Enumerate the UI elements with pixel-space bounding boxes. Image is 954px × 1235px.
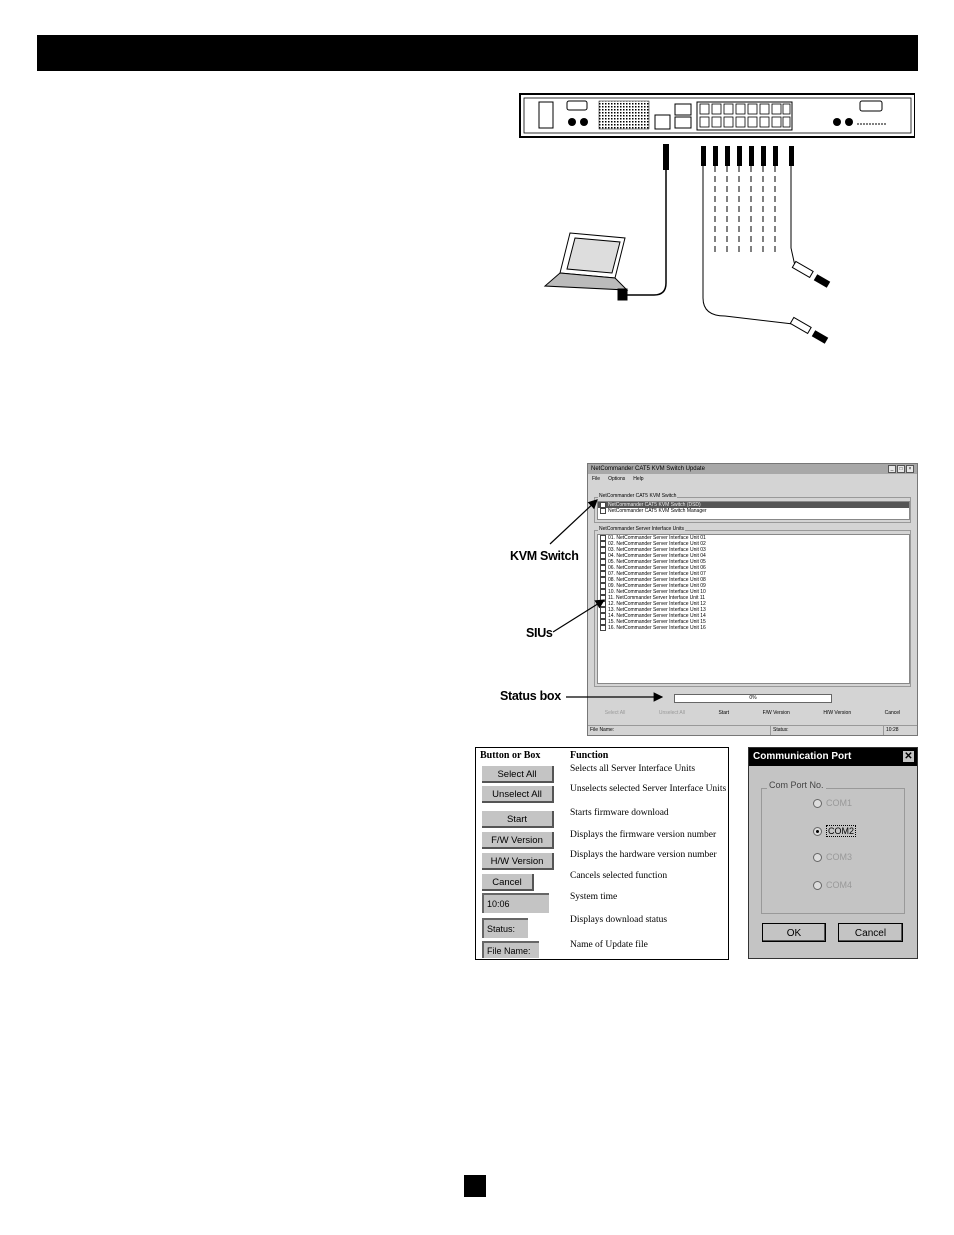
com-port-dialog xyxy=(748,747,918,959)
function-table xyxy=(475,747,729,960)
function-text: Displays the firmware version number xyxy=(570,830,717,840)
page-number-box xyxy=(464,1175,486,1197)
hw-version-sample-button: H/W Version xyxy=(482,853,554,870)
siu-list-item[interactable]: 15. NetCommander Server Interface Unit 15 xyxy=(598,619,909,625)
radio-icon xyxy=(813,799,822,808)
table-header-button: Button or Box xyxy=(480,750,541,761)
dialog-cancel-button[interactable]: Cancel xyxy=(838,923,903,942)
unselect-all-button[interactable]: Unselect All xyxy=(658,710,685,716)
siu-list-item[interactable]: 06. NetCommander Server Interface Unit 06 xyxy=(598,565,909,571)
time-field: 10:28 xyxy=(886,727,899,733)
siu-list-item[interactable]: 09. NetCommander Server Interface Unit 09 xyxy=(598,583,909,589)
radio-com2[interactable]: COM2 xyxy=(813,825,856,837)
maximize-icon[interactable]: □ xyxy=(897,465,905,473)
callout-status-box: Status box xyxy=(500,689,561,703)
function-text: Cancels selected function xyxy=(570,871,668,881)
minimize-icon[interactable]: _ xyxy=(888,465,896,473)
siu-list-item[interactable]: 12. NetCommander Server Interface Unit 12 xyxy=(598,601,909,607)
function-text: Selects all Server Interface Units xyxy=(570,764,696,774)
status-field: Status: xyxy=(771,726,884,735)
dialog-title: Communication Port xyxy=(753,751,852,762)
siu-list-item[interactable]: 03. NetCommander Server Interface Unit 03 xyxy=(598,547,909,553)
radio-com4[interactable]: COM4 xyxy=(813,880,852,890)
siu-list-item[interactable]: 05. NetCommander Server Interface Unit 05 xyxy=(598,559,909,565)
function-text: Displays download status xyxy=(570,915,668,925)
menu-file[interactable]: File xyxy=(592,475,601,482)
close-icon[interactable]: ✕ xyxy=(904,751,913,762)
function-text: Starts firmware download xyxy=(570,808,669,818)
close-icon[interactable]: × xyxy=(906,465,914,473)
radio-icon xyxy=(813,881,822,890)
siu-list-item[interactable]: 14. NetCommander Server Interface Unit 14 xyxy=(598,613,909,619)
hw-version-button[interactable]: H/W Version xyxy=(823,710,852,716)
select-all-sample-button: Select All xyxy=(482,766,554,783)
fw-version-sample-button: F/W Version xyxy=(482,832,554,849)
cancel-button[interactable]: Cancel xyxy=(884,710,901,716)
radio-com1[interactable]: COM1 xyxy=(813,798,852,808)
menu-help[interactable]: Help xyxy=(633,475,644,482)
progress-text: 0% xyxy=(749,695,757,701)
switch-item[interactable]: NetCommander CAT5 KVM Switch Manager xyxy=(598,508,909,514)
dialog-titlebar xyxy=(749,748,917,766)
status-sample-box: Status: xyxy=(482,918,528,938)
siu-list-item[interactable]: 08. NetCommander Server Interface Unit 08 xyxy=(598,577,909,583)
callout-kvm-switch: KVM Switch xyxy=(510,549,579,563)
file-name-field: File Name: xyxy=(588,726,771,735)
com-port-group-label: Com Port No. xyxy=(769,780,824,790)
siu-list-item[interactable]: 10. NetCommander Server Interface Unit 10 xyxy=(598,589,909,595)
callout-sius: SIUs xyxy=(526,626,553,640)
function-text: Displays the hardware version number xyxy=(570,850,717,860)
fw-version-button[interactable]: F/W Version xyxy=(762,710,790,716)
radio-icon xyxy=(813,853,822,862)
file-name-sample-box: File Name: xyxy=(482,941,539,958)
siu-list-item[interactable]: 01. NetCommander Server Interface Unit 01 xyxy=(598,535,909,541)
start-sample-button: Start xyxy=(482,811,554,828)
start-button[interactable]: Start xyxy=(718,710,730,716)
radio-com3[interactable]: COM3 xyxy=(813,852,852,862)
siu-list-item[interactable]: 11. NetCommander Server Interface Unit 11 xyxy=(598,595,909,601)
radio-selected-icon xyxy=(813,827,822,836)
switch-item[interactable]: NetCommander CAT5 KVM Switch (DSD) xyxy=(598,502,909,508)
cancel-sample-button: Cancel xyxy=(482,874,534,891)
siu-group-caption: NetCommander Server Interface Units xyxy=(599,526,685,532)
select-all-button[interactable]: Select All xyxy=(604,710,626,716)
siu-list-item[interactable]: 13. NetCommander Server Interface Unit 13 xyxy=(598,607,909,613)
siu-list-item[interactable]: 04. NetCommander Server Interface Unit 04 xyxy=(598,553,909,559)
function-text: System time xyxy=(570,892,618,902)
function-text: Unselects selected Server Interface Units xyxy=(570,784,727,794)
menu-options[interactable]: Options xyxy=(608,475,626,482)
siu-list-item[interactable]: 02. NetCommander Server Interface Unit 02 xyxy=(598,541,909,547)
window-title: NetCommander CAT5 KVM Switch Update xyxy=(591,466,705,472)
function-text: Name of Update file xyxy=(570,940,648,950)
time-sample-box: 10:06 xyxy=(482,893,549,913)
unselect-all-sample-button: Unselect All xyxy=(482,786,554,803)
table-header-function: Function xyxy=(570,750,609,761)
switch-group-caption: NetCommander CAT5 KVM Switch xyxy=(599,493,677,499)
ok-button[interactable]: OK xyxy=(762,923,826,942)
siu-list-item[interactable]: 16. NetCommander Server Interface Unit 16 xyxy=(598,625,909,631)
siu-list-item[interactable]: 07. NetCommander Server Interface Unit 07 xyxy=(598,571,909,577)
